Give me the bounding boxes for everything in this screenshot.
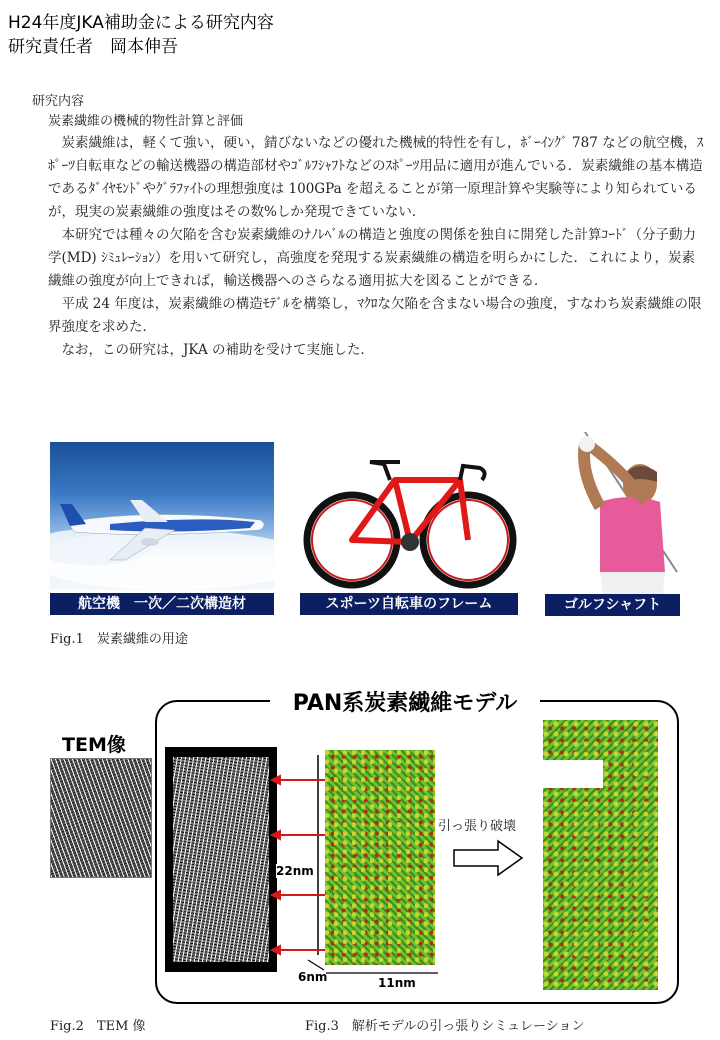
document-title: H24年度JKA補助金による研究内容	[8, 13, 274, 33]
model-title: PAN系炭素繊維モデル	[270, 686, 540, 717]
tem-structure-image	[165, 747, 277, 972]
aircraft-icon	[50, 442, 274, 590]
aircraft-photo	[50, 442, 274, 590]
section-subheading: 炭素繊維の機械的物性計算と評価	[48, 114, 244, 129]
bicycle-photo	[300, 450, 518, 590]
section-heading: 研究内容	[32, 94, 85, 109]
body-text	[48, 132, 708, 362]
fiber-model	[325, 750, 435, 965]
figure2-caption: Fig.2 TEM 像	[50, 1019, 146, 1034]
paragraph-1: 炭素繊維は，軽くて強い，硬い，錆びないなどの優れた機械的特性を有し，ﾎﾞｰｲﾝｸﾞ 787 などの航空機，ｽﾎﾟｰﾂ自転車などの輸送機器の構造部材やｺﾞﾙﾌｼｬﾌﾄなどのｽﾎﾟｰﾂ用品に適用が進んでいる．炭素繊維の基本構造であるﾀﾞｲﾔﾓﾝﾄﾞやｸﾞﾗﾌｧｲﾄの理想強度は 100GPa を超えることが第一原理計算や実験等により知られているが，現実の炭素繊維の強度はその数%しか発現できていない．	[48, 135, 704, 220]
tem-image	[50, 758, 152, 878]
bicycle-icon	[300, 450, 518, 590]
golf-label: ゴルフシャフト	[545, 594, 680, 616]
tem-structure-texture	[173, 757, 269, 962]
depth-dimension: 6nm	[298, 970, 328, 984]
height-dimension: 22nm	[276, 864, 314, 878]
width-dimension: 11nm	[378, 976, 416, 990]
golf-photo	[545, 432, 685, 594]
figure3-caption: Fig.3 解析モデルの引っ張りシミュレーション	[305, 1019, 585, 1034]
tem-label: TEM像	[62, 734, 126, 756]
golfer-icon	[545, 432, 685, 594]
responsible-person: 研究責任者 岡本伸吾	[8, 37, 178, 57]
fracture-gap	[543, 760, 603, 788]
figure1-caption: Fig.1 炭素繊維の用途	[50, 632, 188, 647]
bicycle-label: スポーツ自転車のフレーム	[300, 593, 518, 615]
tensile-fracture-label: 引っ張り破壊	[438, 819, 517, 834]
paragraph-2: 本研究では種々の欠陥を含む炭素繊維のﾅﾉﾚﾍﾞﾙの構造と強度の関係を独自に開発した計算ｺｰﾄﾞ（分子動力学(MD) ｼﾐｭﾚｰｼｮﾝ）を用いて研究し，高強度を発現する炭素繊維の構造を明らかにした．これにより，炭素繊維の強度が向上できれば，輸送機器へのさらなる適用拡大を図ることができる．	[48, 227, 696, 289]
paragraph-3: 平成 24 年度は，炭素繊維の構造ﾓﾃﾞﾙを構築し，ﾏｸﾛな欠陥を含まない場合の強度，すなわち炭素繊維の限界強度を求めた．	[48, 296, 702, 335]
right-arrow-icon	[452, 838, 524, 878]
paragraph-4: なお，この研究は，JKA の補助を受けて実施した．	[61, 342, 374, 358]
aircraft-label: 航空機 一次／二次構造材	[50, 593, 274, 615]
